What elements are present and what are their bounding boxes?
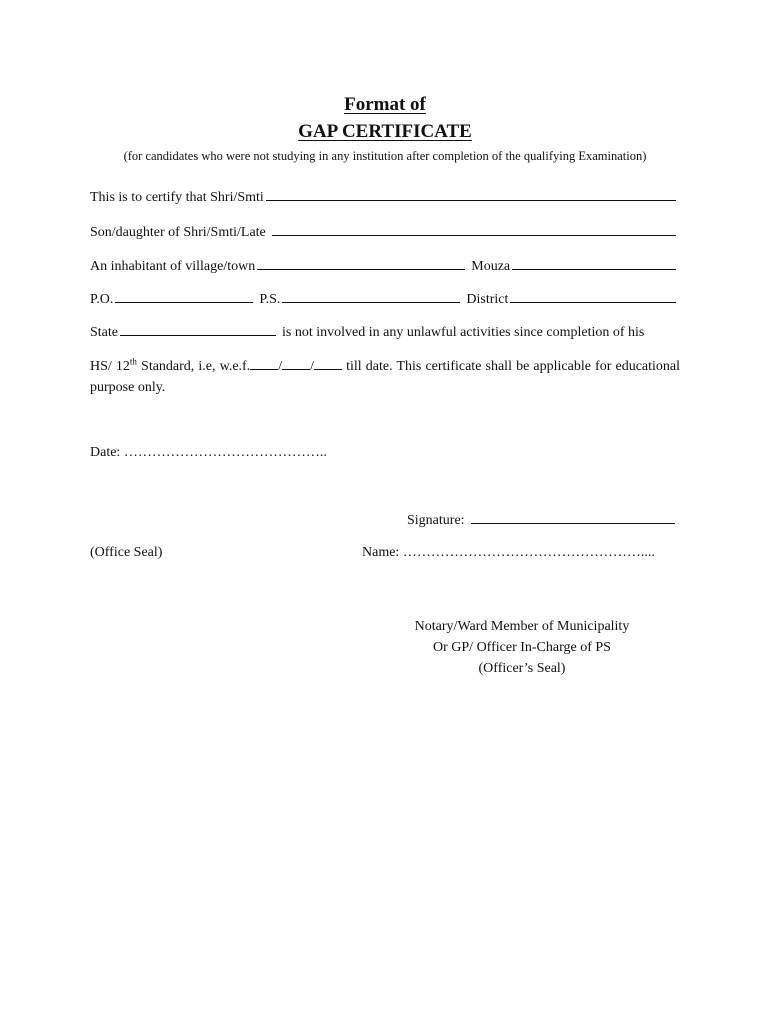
authority-line-1: Notary/Ward Member of Municipality: [414, 619, 630, 634]
district-blank[interactable]: [510, 290, 676, 303]
date-slash-1: /: [278, 359, 283, 374]
date-slash-2: /: [310, 359, 314, 374]
village-blank[interactable]: [257, 257, 465, 270]
hs-mid: Standard, i.e, w.e.f.: [136, 359, 251, 374]
certify-label: This is to certify that Shri/Smti: [90, 190, 264, 205]
subtitle: (for candidates who were not studying in any institution after completion of the qualifying Examination): [123, 149, 647, 163]
office-seal: (Office Seal): [90, 545, 163, 560]
signature-line: [407, 511, 677, 529]
title-gap-certificate: GAP CERTIFICATE: [298, 121, 472, 142]
state-line: [90, 323, 678, 342]
parent-blank[interactable]: [272, 223, 676, 236]
parent-line: [90, 223, 678, 242]
authority-line-2: Or GP/ Officer In-Charge of PS: [433, 640, 611, 655]
ps-label: P.S.: [259, 292, 281, 307]
po-blank[interactable]: [115, 290, 253, 303]
date-year-blank[interactable]: [314, 358, 342, 370]
date-line: Date: ……………………………………..: [90, 445, 327, 460]
po-ps-district-line: [90, 290, 678, 309]
date-day-blank[interactable]: [250, 358, 278, 370]
mouza-blank[interactable]: [512, 257, 676, 270]
signature-blank[interactable]: [471, 511, 675, 524]
certify-line: [90, 188, 678, 207]
district-label: District: [466, 292, 509, 307]
mouza-label: Mouza: [471, 259, 511, 274]
ps-blank[interactable]: [282, 290, 460, 303]
signature-label: Signature:: [407, 513, 465, 528]
date-month-blank[interactable]: [282, 358, 310, 370]
state-label: State: [90, 325, 118, 340]
parent-label: Son/daughter of Shri/Smti/Late: [90, 225, 266, 240]
name-blank[interactable]: [266, 188, 676, 201]
authority-line-3: (Officer’s Seal): [478, 661, 566, 676]
name-line: Name: ……………………………………………....: [362, 545, 655, 560]
title-format-of: Format of: [344, 94, 426, 115]
hs-tail: till date. This certificate shall be applicable for educational purpose only.: [90, 359, 680, 395]
hs-superscript: th: [129, 356, 137, 367]
state-blank[interactable]: [120, 323, 276, 336]
hs-paragraph: [90, 356, 680, 398]
village-line: [90, 257, 678, 276]
state-tail: is not involved in any unlawful activities since completion of his: [282, 325, 645, 340]
village-label: An inhabitant of village/town: [90, 259, 256, 274]
po-label: P.O.: [90, 292, 114, 307]
hs-prefix: HS/ 12: [90, 359, 130, 374]
